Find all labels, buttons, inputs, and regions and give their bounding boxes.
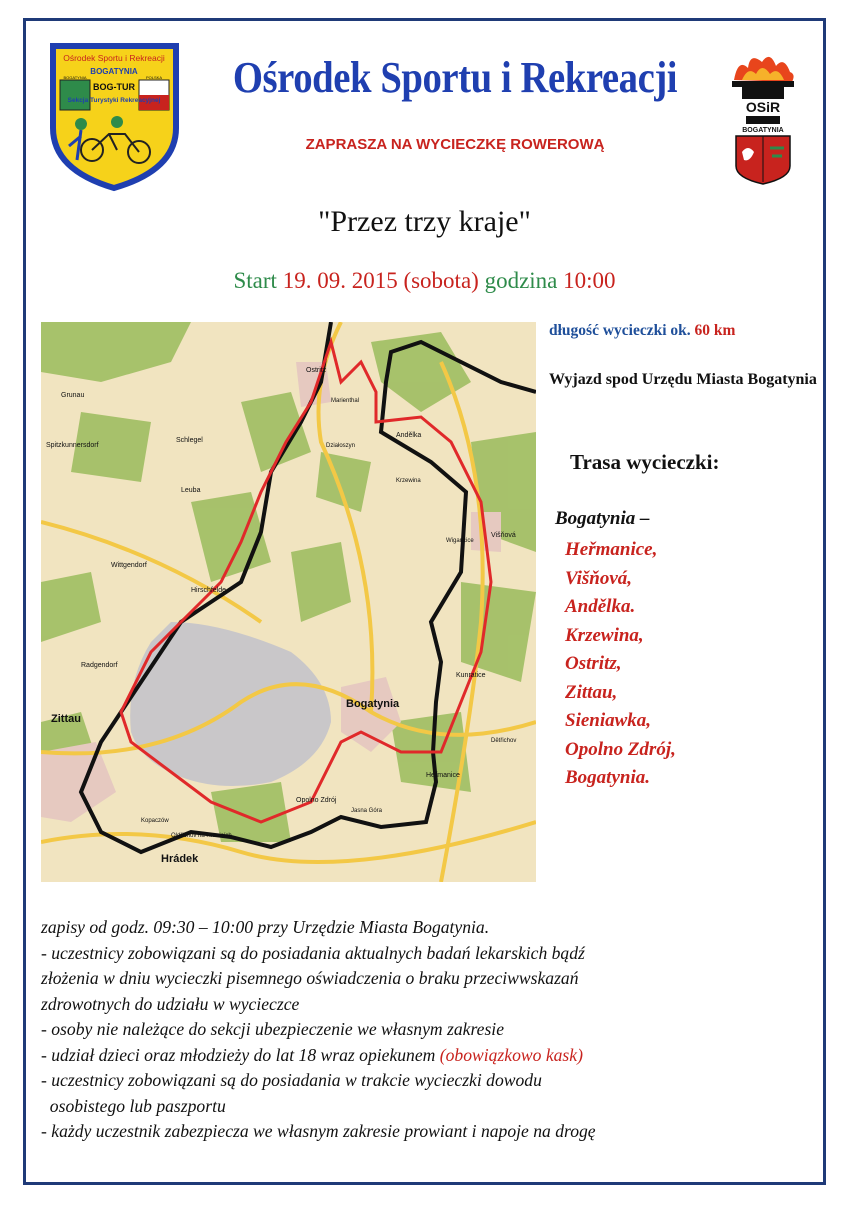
logo-club: BOG-TUR <box>93 82 135 92</box>
distance-label: długość wycieczki ok. <box>549 322 695 339</box>
route-stop: Bogatynia. <box>565 767 650 788</box>
osir-abbr: OSiR <box>745 99 781 115</box>
map-label-grunau: Grunau <box>61 392 85 399</box>
invitation-subtitle: ZAPRASZA NA WYCIECZKĘ ROWEROWĄ <box>305 136 605 153</box>
map-label-spitzkunnersdorf: Spitzkunnersdorf <box>46 442 99 449</box>
map-label-schlegel: Schlegel <box>176 437 203 444</box>
map-label-visnova: Višňová <box>491 532 516 539</box>
departure-point: Wyjazd spod Urzędu Miasta Bogatynia <box>549 371 817 388</box>
start-date: 19. 09. 2015 (sobota) <box>282 268 479 293</box>
start-hour-label: godzina <box>478 268 564 293</box>
map-label-leuba: Leuba <box>181 487 201 494</box>
route-stop: Višňová, <box>565 567 633 589</box>
distance-value: 60 km <box>694 322 736 339</box>
start-hour: 10:00 <box>563 268 616 293</box>
route-stop: Andělka. <box>565 596 636 617</box>
map-label-oldrichov: Oldřichov na Hranicích <box>171 833 232 839</box>
map-label-hradek: Hrádek <box>161 853 199 865</box>
route-list <box>565 536 676 793</box>
map-label-krzewina: Krzewina <box>396 478 421 484</box>
start-line <box>0 268 849 294</box>
map-label-kunratice: Kunratice <box>456 672 486 679</box>
trip-distance <box>549 322 735 340</box>
map-label-wittgendorf: Wittgendorf <box>111 562 147 569</box>
route-stop: Krzewina, <box>565 624 644 646</box>
route-stop: Opolno Zdrój, <box>565 738 676 760</box>
bog-tur-logo <box>47 42 182 192</box>
osir-town: BOGATYNIA <box>742 127 784 134</box>
map-label-dzialoszyn: Działoszyn <box>326 443 356 449</box>
osir-logo <box>724 52 802 186</box>
note-line: - udział dzieci oraz młodzieży do lat 18 wraz opiekunem (obowiązkowo kask) <box>41 1044 583 1065</box>
map-label-opolno: Opolno Zdrój <box>296 797 337 804</box>
participation-notes <box>41 915 811 1145</box>
page-title: Ośrodek Sportu i Rekreacji <box>232 53 678 102</box>
route-stop: Zittau, <box>565 681 618 703</box>
route-heading: Trasa wycieczki: <box>570 450 720 474</box>
map-label-bogatynia: Bogatynia <box>346 698 400 710</box>
note-line: - uczestnicy zobowiązani są do posiadania aktualnych badań lekarskich bądź <box>41 942 585 963</box>
note-line: zapisy od godz. 09:30 – 10:00 przy Urzędzie Miasta Bogatynia. <box>41 917 490 937</box>
route-stop: Heřmanice, <box>565 539 658 560</box>
note-line: - osoby nie należące do sekcji ubezpieczenie we własnym zakresie <box>41 1019 505 1039</box>
helmet-required: (obowiązkowo kask) <box>439 1044 583 1065</box>
route-stop: Sieniawka, <box>565 710 652 731</box>
logo-section: Sekcja Turystyki Rekreacyjnej <box>67 97 161 104</box>
logo-flag-right: POLSKA <box>145 75 163 80</box>
note-line: osobistego lub paszportu <box>41 1095 226 1116</box>
route-map <box>41 322 536 882</box>
route-start: Bogatynia – <box>555 508 650 529</box>
note-line: zdrowotnych do udziału w wycieczce <box>41 993 300 1014</box>
map-label-kopaczow: Kopaczów <box>141 818 169 824</box>
map-label-radgendorf: Radgendorf <box>81 662 118 669</box>
start-label: Start <box>233 268 283 293</box>
logo-flag-left: BOGATYNIA <box>63 75 87 80</box>
map-label-ostritz: Ostritz <box>306 367 327 374</box>
map-label-hermanice: Heřmanice <box>426 772 460 779</box>
note-line: - uczestnicy zobowiązani są do posiadania w trakcie wycieczki dowodu <box>41 1070 542 1090</box>
map-label-andelka: Andělka <box>396 432 422 439</box>
note-line: - każdy uczestnik zabezpiecza we własnym zakresie prowiant i napoje na drogę <box>41 1121 596 1141</box>
logo-town: BOGATYNIA <box>90 67 138 76</box>
map-label-zittau: Zittau <box>51 713 81 725</box>
map-label-jasna-gora: Jasna Góra <box>351 808 383 814</box>
event-name: "Przez trzy kraje" <box>318 205 531 238</box>
map-label-marienthal: Marienthal <box>331 398 360 404</box>
map-label-wigancice: Wigancice <box>446 538 474 544</box>
map-label-hirschfelde: Hirschfelde <box>191 587 227 594</box>
note-line: złożenia w dniu wycieczki pisemnego oświadczenia o braku przeciwwskazań <box>41 968 579 988</box>
map-label-detrichov: Dětřichov <box>491 738 517 744</box>
logo-top-text: Ośrodek Sportu i Rekreacji <box>63 53 165 63</box>
route-stop: Ostritz, <box>565 653 622 674</box>
